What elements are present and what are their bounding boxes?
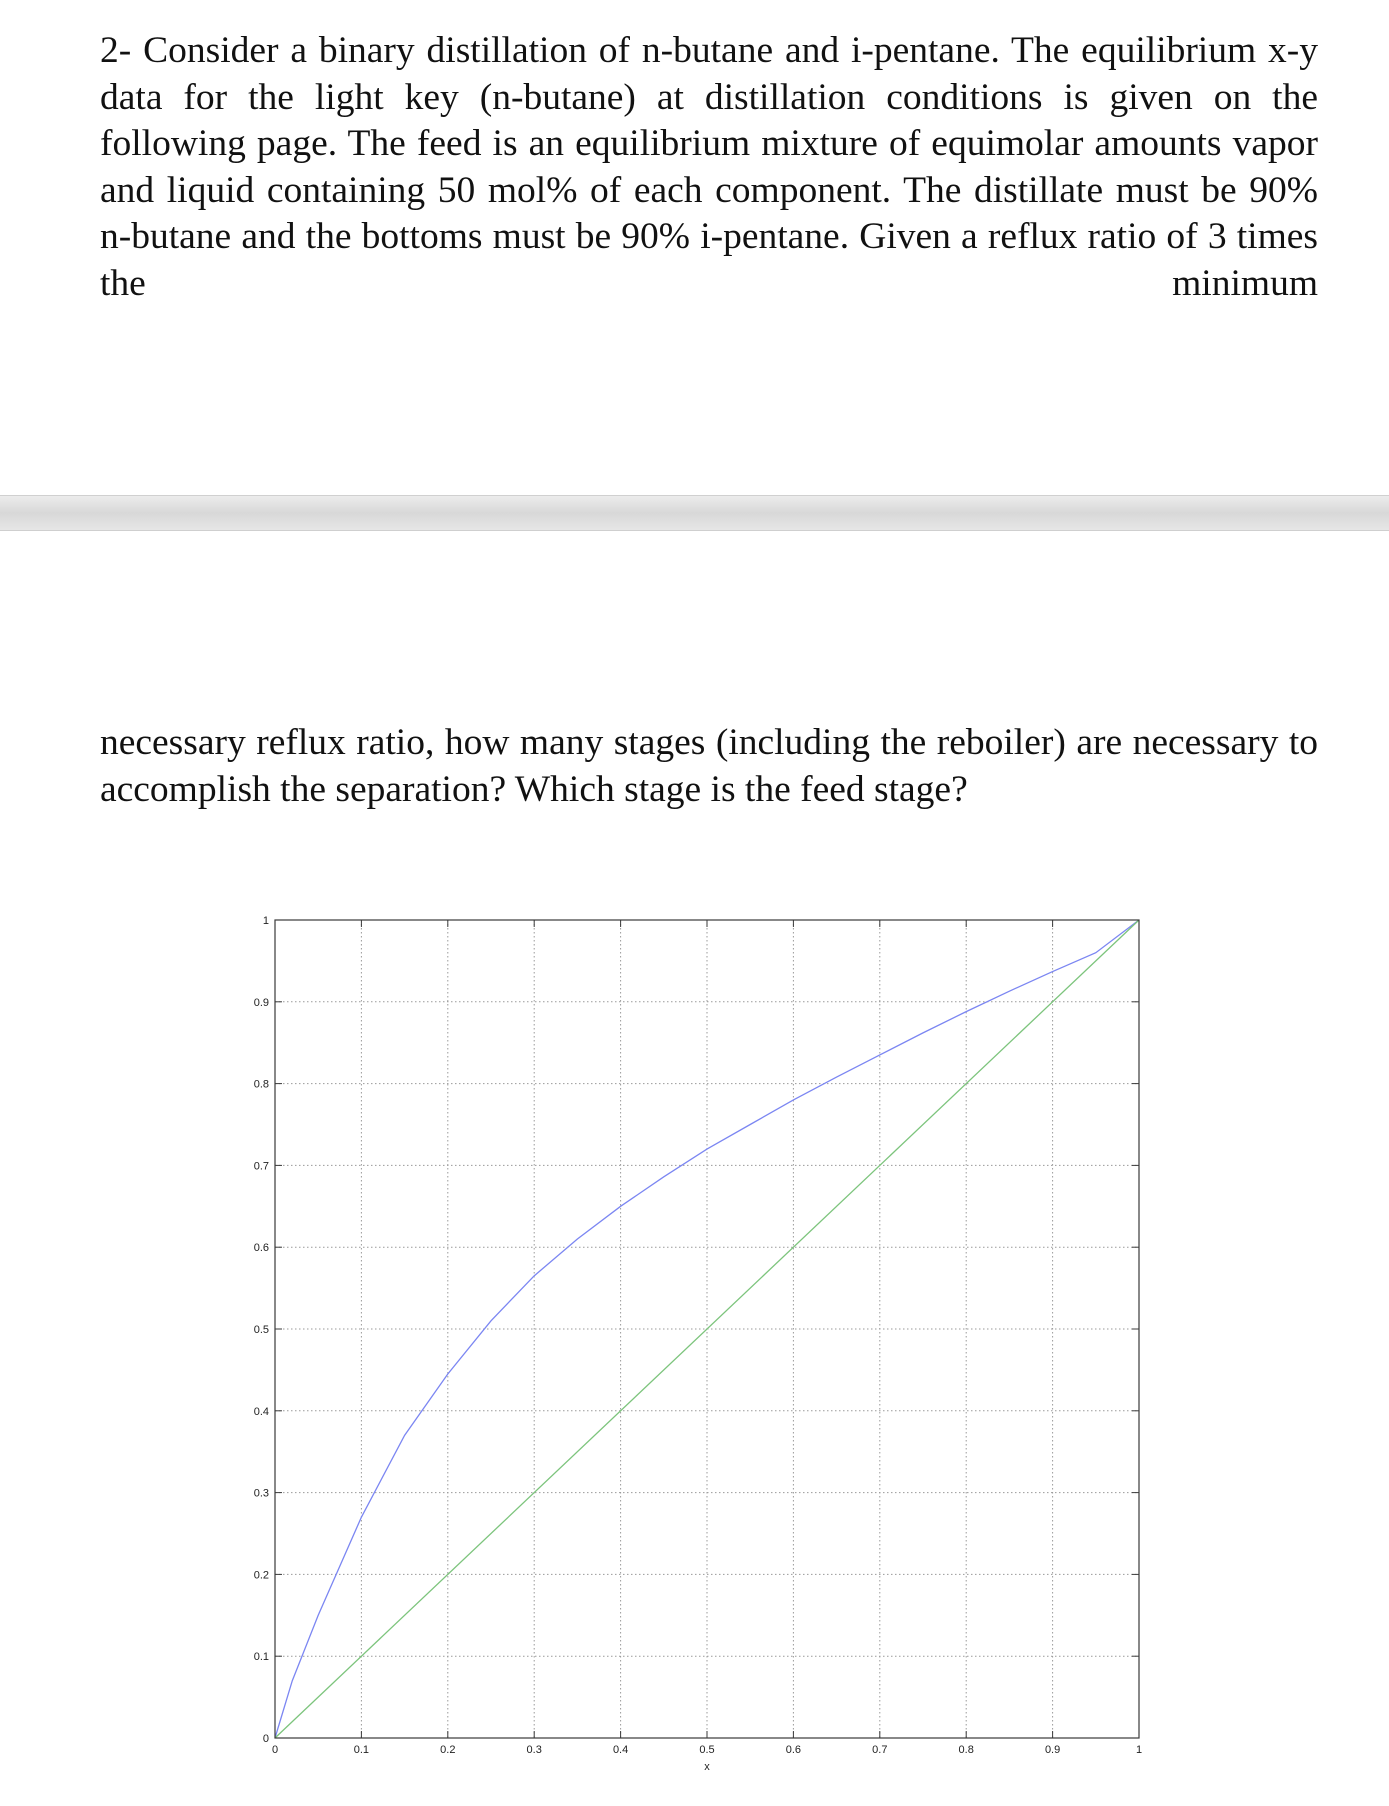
x-tick-label: 0	[271, 1744, 279, 1756]
page-break-divider	[0, 495, 1389, 531]
y-tick-label: 0.2	[253, 1569, 269, 1582]
y-tick-label: 0.4	[253, 1405, 269, 1418]
x-tick-label: 1	[1135, 1744, 1143, 1756]
series-line-2	[275, 920, 1139, 1738]
problem-text-part1: 2- Consider a binary distillation of n-butane and i-pentane. The equilibrium x-y data for the light key (n-butane) at distillation conditions is given on the following page. The feed is an equilibrium mixture of equimolar amounts vapor and liquid containing 50 mol% of each component. The distillate must be 90% n-butane and the bottoms must be 90% i-pentane. Given a reflux ratio of 3 times the minimum	[100, 30, 1318, 304]
problem-text-part2: necessary reflux ratio, how many stages (including the reboiler) are necessary to accomplish the separation? Which stage is the feed stage?	[100, 722, 1318, 810]
x-axis-label: x	[704, 1761, 710, 1773]
x-tick-label: 0.9	[1044, 1744, 1061, 1756]
y-tick-label: 0.9	[253, 996, 269, 1009]
x-tick-label: 0.1	[353, 1744, 370, 1756]
chart-series	[275, 920, 1139, 1738]
y-tick-label: 0.7	[253, 1160, 269, 1173]
y-tick-label: 0	[262, 1733, 269, 1745]
x-tick-label: 0.7	[872, 1744, 888, 1756]
y-tick-label: 0.6	[253, 1242, 269, 1255]
x-tick-label: 0.6	[785, 1744, 802, 1756]
x-tick-label: 0.4	[612, 1744, 629, 1756]
x-tick-label: 0.5	[699, 1744, 715, 1756]
x-tick-label: 0.2	[440, 1744, 456, 1756]
y-tick-label: 0.1	[253, 1651, 269, 1664]
xy-equilibrium-chart	[230, 905, 1300, 1773]
x-tick-label: 0.3	[526, 1744, 542, 1756]
x-tick-label: 0.8	[958, 1744, 974, 1756]
y-tick-label: 1	[262, 915, 269, 927]
y-tick-label: 0.5	[253, 1324, 269, 1336]
y-tick-label: 0.8	[253, 1078, 269, 1091]
y-tick-label: 0.3	[253, 1487, 269, 1500]
